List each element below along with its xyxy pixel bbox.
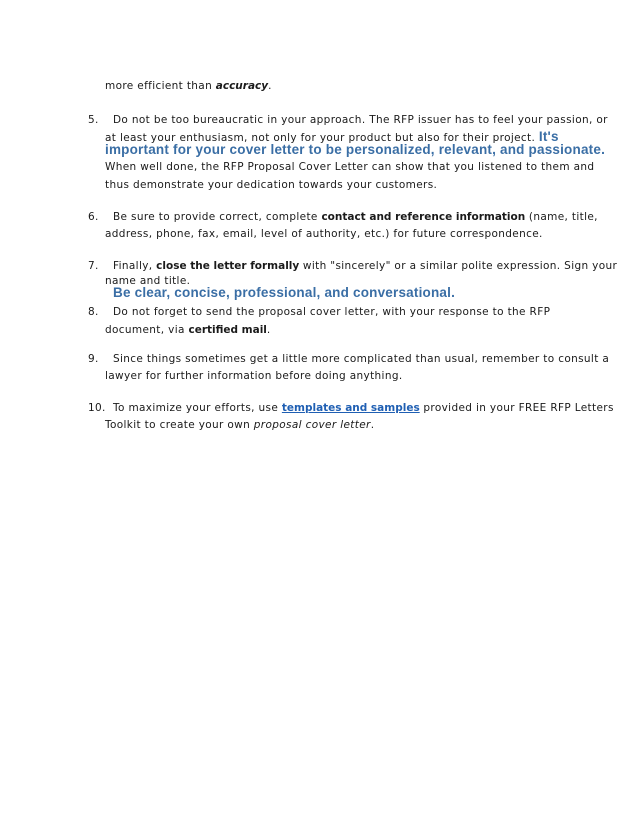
intro-text: more efficient than (105, 80, 216, 92)
item-5-number: 5. (88, 114, 99, 126)
item-5-emphasis-start: It's (538, 129, 559, 144)
item-7-line-1-end: with "sincerely" or a similar polite expression. Sign your (299, 260, 618, 272)
item-6-line-1 (113, 210, 598, 224)
item-5-line-4: When well done, the RFP Proposal Cover Letter can show that you listened to them and (105, 161, 595, 173)
item-10-line-1-end: provided in your FREE RFP Letters (419, 402, 614, 414)
item-10-number: 10. (88, 402, 106, 414)
item-8-line-2-end: . (266, 324, 271, 336)
item-7-line-1-text: Finally, (113, 260, 157, 272)
item-8-line-2 (105, 323, 271, 337)
certified-mail-bold: certified mail (188, 324, 267, 336)
proposal-cover-letter-italic: proposal cover letter (253, 419, 371, 431)
item-9-line-2: lawyer for further information before doing anything. (105, 370, 403, 382)
item-6-line-2: address, phone, fax, email, level of authority, etc.) for future correspondence. (105, 228, 543, 240)
intro-line (105, 79, 272, 93)
item-5-emphasis-line: important for your cover letter to be personalized, relevant, and passionate. (105, 142, 606, 157)
item-7-line-1 (113, 259, 617, 273)
item-6-number: 6. (88, 211, 99, 223)
item-5-line-5: thus demonstrate your dedication towards your customers. (105, 179, 438, 191)
item-10-line-2-text: Toolkit to create your own (105, 419, 254, 431)
item-8-line-2-text: document, via (105, 324, 189, 336)
intro-end: . (268, 80, 272, 92)
item-10-line-1 (113, 401, 614, 415)
item-5-line-1: Do not be too bureaucratic in your approach. The RFP issuer has to feel your passion, or (113, 114, 608, 126)
item-10-line-2 (105, 418, 374, 432)
contact-info-bold: contact and reference information (321, 211, 526, 223)
accuracy-emphasis: accuracy (215, 80, 269, 92)
item-9-line-1: Since things sometimes get a little more complicated than usual, remember to consult a (113, 353, 610, 365)
item-10-line-2-end: . (370, 419, 375, 431)
item-7-emphasis-line: Be clear, concise, professional, and conversational. (113, 285, 456, 300)
item-9-number: 9. (88, 353, 99, 365)
item-6-line-1-text: Be sure to provide correct, complete (113, 211, 322, 223)
item-10-line-1-text: To maximize your efforts, use (113, 402, 282, 414)
item-7-number: 7. (88, 260, 99, 272)
item-6-line-1-end: (name, title, (525, 211, 598, 223)
templates-samples-link[interactable]: templates and samples (281, 402, 420, 414)
item-8-line-1: Do not forget to send the proposal cover letter, with your response to the RFP (113, 306, 551, 318)
item-7-line-2: name and title. (105, 275, 191, 287)
close-letter-bold: close the letter formally (156, 260, 300, 272)
item-8-number: 8. (88, 306, 99, 318)
item-5-line-2-text: at least your enthusiasm, not only for your product but also for their project. (105, 132, 539, 144)
